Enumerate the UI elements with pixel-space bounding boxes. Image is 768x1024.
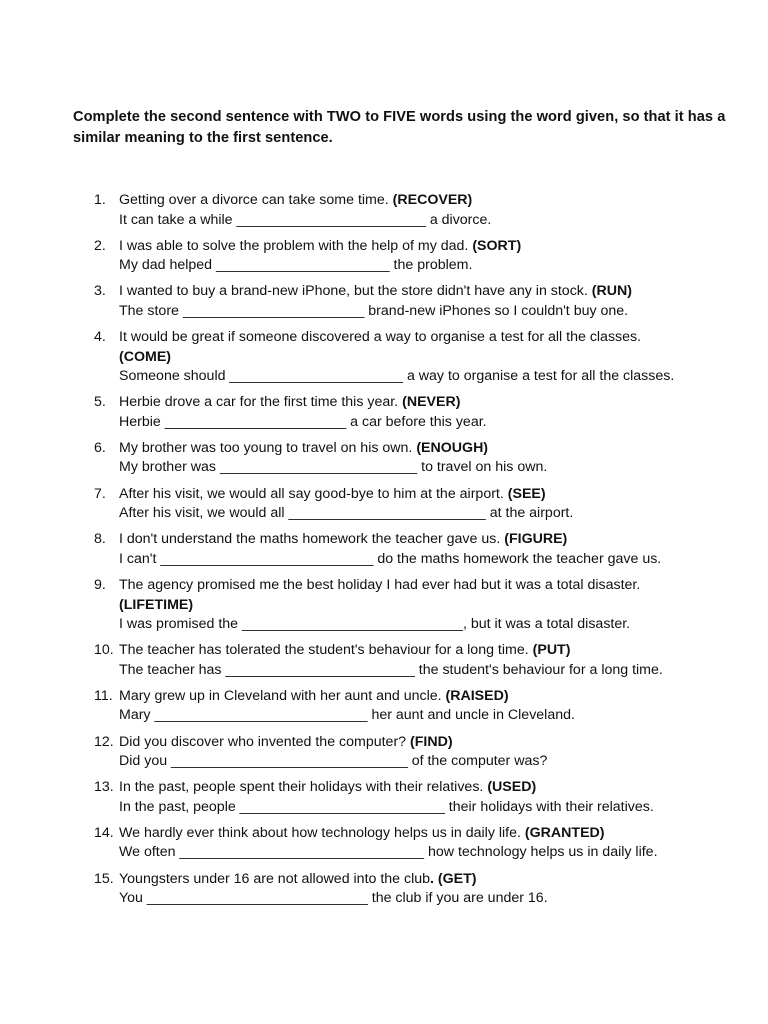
keyword: (RUN) (591, 283, 632, 300)
prompt-sentence: The agency promised me the best holiday I had ever had but it was a total disaster. (119, 577, 641, 593)
rewrite-sentence: The store _______________________ brand-new iPhones so I couldn't buy one. (119, 302, 629, 319)
prompt-sentence: The teacher has tolerated the student's behaviour for a long time. (119, 642, 529, 659)
item-number: 11. (94, 687, 113, 704)
prompt-line (119, 485, 739, 505)
item-number: 13. (94, 779, 114, 796)
prompt-sentence: We hardly ever think about how technology helps us in daily life. (119, 824, 521, 841)
keyword: (GRANTED) (524, 824, 605, 841)
exercise-item-4 (0, 328, 768, 387)
prompt-sentence: In the past, people spent their holidays with their relatives. (119, 779, 484, 796)
prompt-sentence: Mary grew up in Cleveland with her aunt and uncle. (119, 687, 442, 704)
prompt-sentence: My brother was too young to travel on his own. (119, 439, 413, 456)
prompt-sentence: Youngsters under 16 are not allowed into the club (119, 870, 431, 887)
keyword: (RAISED) (445, 687, 509, 704)
keyword: (SORT) (472, 237, 522, 254)
exercise-item-15 (0, 870, 768, 909)
prompt-line (119, 237, 739, 257)
prompt-sentence: I don't understand the maths homework the teacher gave us. (119, 531, 501, 548)
prompt-line (119, 687, 739, 707)
prompt-sentence: Herbie drove a car for the first time this year. (119, 394, 399, 411)
prompt-line (119, 393, 739, 413)
item-number: 5. (94, 394, 106, 411)
prompt-line (119, 641, 739, 661)
prompt-line (119, 870, 739, 890)
keyword: (SEE) (507, 485, 546, 502)
keyword: (USED) (487, 779, 537, 796)
item-number: 10. (94, 642, 114, 659)
item-number: 1. (94, 192, 106, 208)
keyword: (ENOUGH) (416, 439, 489, 456)
item-number: 15. (94, 870, 114, 887)
item-number: 6. (94, 439, 106, 456)
item-number: 14. (94, 824, 114, 841)
prompt-line (119, 282, 739, 302)
rewrite-sentence: My dad helped ______________________ the problem. (119, 257, 473, 274)
rewrite-sentence: After his visit, we would all _________________________ at the airport. (119, 505, 574, 522)
exercise-item-12 (0, 733, 768, 772)
exercise-item-5 (0, 393, 768, 432)
item-number: 7. (94, 485, 106, 502)
keyword: (COME) (119, 348, 172, 365)
prompt-line (119, 439, 739, 459)
keyword: (RECOVER) (392, 192, 473, 208)
prompt-sentence: I was able to solve the problem with the help of my dad. (119, 237, 469, 254)
prompt-line (119, 733, 739, 753)
rewrite-sentence: My brother was _________________________ to travel on his own. (119, 459, 548, 476)
exercise-item-13 (0, 778, 768, 817)
prompt-sentence: After his visit, we would all say good-bye to him at the airport. (119, 485, 504, 502)
keyword: (LIFETIME) (119, 596, 194, 613)
exercise-item-10 (0, 641, 768, 680)
rewrite-sentence: You ____________________________ the club if you are under 16. (119, 890, 548, 907)
exercise-item-11 (0, 687, 768, 726)
rewrite-sentence: The teacher has ________________________ the student's behaviour for a long time. (119, 661, 663, 678)
exercise-list (0, 191, 768, 915)
prompt-line (119, 824, 739, 844)
rewrite-sentence: In the past, people __________________________ their holidays with their relatives. (119, 798, 654, 815)
rewrite-sentence: I can't ___________________________ do the maths homework the teacher gave us. (119, 550, 662, 567)
exercise-item-2 (0, 237, 768, 276)
keyword: (FIGURE) (504, 531, 568, 548)
rewrite-sentence: Herbie _______________________ a car before this year. (119, 413, 487, 430)
rewrite-sentence: We often _______________________________ how technology helps us in daily life. (119, 844, 658, 861)
exercise-item-7 (0, 485, 768, 524)
prompt-sentence: It would be great if someone discovered a way to organise a test for all the classes. (119, 329, 642, 346)
rewrite-sentence: Someone should ______________________ a way to organise a test for all the classes. (119, 368, 675, 385)
item-number: 8. (94, 531, 106, 548)
prompt-line (119, 778, 739, 798)
item-number: 12. (94, 733, 114, 750)
prompt-sentence: I wanted to buy a brand-new iPhone, but the store didn't have any in stock. (119, 283, 588, 300)
prompt-sentence: Did you discover who invented the computer? (119, 733, 407, 750)
exercise-item-9 (0, 576, 768, 635)
item-number: 4. (94, 329, 106, 346)
rewrite-sentence: I was promised the ____________________________, but it was a total disaster. (119, 616, 631, 632)
rewrite-sentence: Did you ______________________________ of the computer was? (119, 753, 548, 770)
item-number: 9. (94, 577, 106, 593)
prompt-line (119, 191, 739, 211)
keyword: (NEVER) (402, 394, 461, 411)
item-number: 3. (94, 283, 106, 300)
exercise-item-6 (0, 439, 768, 478)
exercise-item-1 (0, 191, 768, 230)
rewrite-sentence: It can take a while ________________________ a divorce. (119, 211, 492, 228)
exercise-item-14 (0, 824, 768, 863)
prompt-line (119, 530, 739, 550)
exercise-item-3 (0, 282, 768, 321)
keyword: . (GET) (430, 870, 477, 887)
item-number: 2. (94, 237, 106, 254)
rewrite-sentence: Mary ___________________________ her aunt and uncle in Cleveland. (119, 707, 575, 724)
prompt-sentence: Getting over a divorce can take some time. (119, 192, 389, 208)
keyword: (FIND) (410, 733, 453, 750)
instructions-heading: Complete the second sentence with TWO to FIVE words using the word given, so that it has a similar meaning to the first sentence. (73, 109, 726, 146)
exercise-item-8 (0, 530, 768, 569)
keyword: (PUT) (532, 642, 571, 659)
